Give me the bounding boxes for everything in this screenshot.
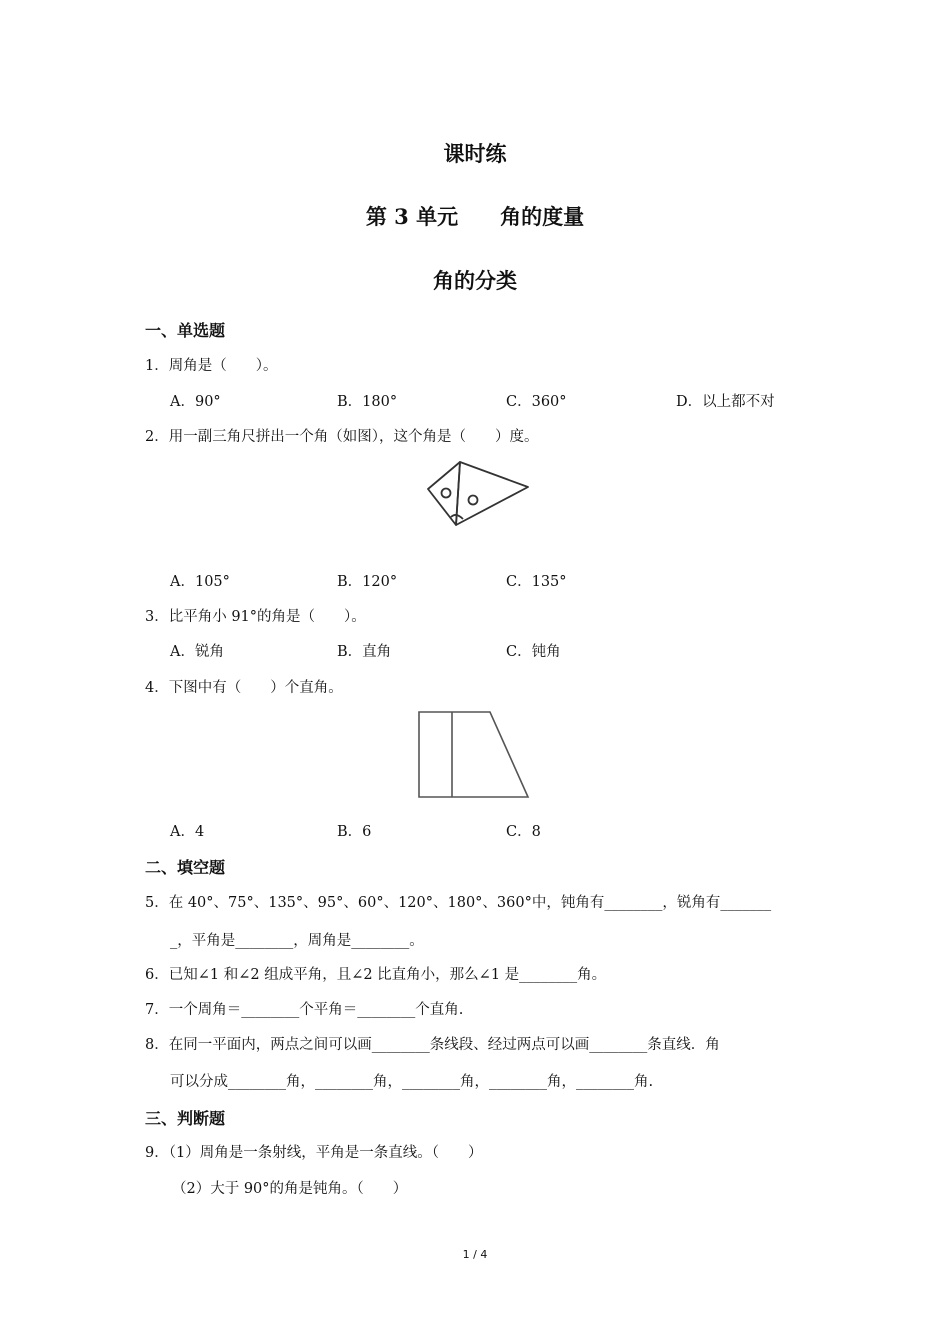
- q1-option-d: D．以上都不对: [676, 394, 775, 410]
- question-8-line-2: 可以分成________角，________角，________角，________角，________角.: [170, 1074, 654, 1090]
- question-7: 7．一个周角＝________个平角＝________个直角.: [145, 1002, 464, 1018]
- question-5-line-2: _，平角是________，周角是________。: [170, 933, 424, 949]
- q1-option-b: B．180°: [337, 394, 398, 410]
- question-9-line-2: （2）大于 90°的角是钝角。（ ）: [172, 1181, 408, 1197]
- q1-option-a: A．90°: [170, 394, 221, 410]
- lesson-title: 角的分类: [433, 268, 517, 293]
- section-title-true-false: 三、判断题: [145, 1109, 226, 1128]
- section-title-fill-in: 二、填空题: [145, 858, 226, 877]
- q2-option-a: A．105°: [170, 574, 230, 590]
- q1-option-c: C．360°: [506, 394, 567, 410]
- q2-option-c: C．135°: [506, 574, 567, 590]
- question-6: 6．已知∠1 和∠2 组成平角，且∠2 比直角小，那么∠1 是________角。: [145, 967, 607, 983]
- q2-option-b: B．120°: [337, 574, 398, 590]
- section-title-single-choice: 一、单选题: [145, 321, 226, 340]
- set-squares-figure: [420, 455, 535, 535]
- question-3: 3．比平角小 91°的角是（ ）。: [145, 609, 366, 625]
- q3-option-b: B．直角: [337, 644, 392, 660]
- question-4: 4．下图中有（ ）个直角。: [145, 680, 343, 696]
- q4-option-a: A．4: [170, 824, 205, 840]
- q3-option-c: C．钝角: [506, 644, 561, 660]
- question-1: 1．周角是（ ）。: [145, 358, 278, 374]
- page-number: 1 / 4: [462, 1248, 488, 1261]
- unit-title: 第 3 单元 角的度量: [365, 204, 585, 229]
- trapezoid-figure: [412, 705, 537, 805]
- question-5-line-1: 5．在 40°、75°、135°、95°、60°、120°、180°、360°中，钝角有________，锐角有_______: [145, 895, 772, 911]
- question-8-line-1: 8．在同一平面内，两点之间可以画________条线段、经过两点可以画________条直线．角: [145, 1037, 720, 1053]
- question-9-line-1: 9．（1）周角是一条射线，平角是一条直线。（ ）: [145, 1145, 483, 1161]
- q4-option-b: B．6: [337, 824, 372, 840]
- document-title: 课时练: [443, 141, 507, 166]
- q4-option-c: C．8: [506, 824, 541, 840]
- q3-option-a: A．锐角: [170, 644, 224, 660]
- question-2: 2．用一副三角尺拼出一个角（如图），这个角是（ ）度。: [145, 429, 539, 445]
